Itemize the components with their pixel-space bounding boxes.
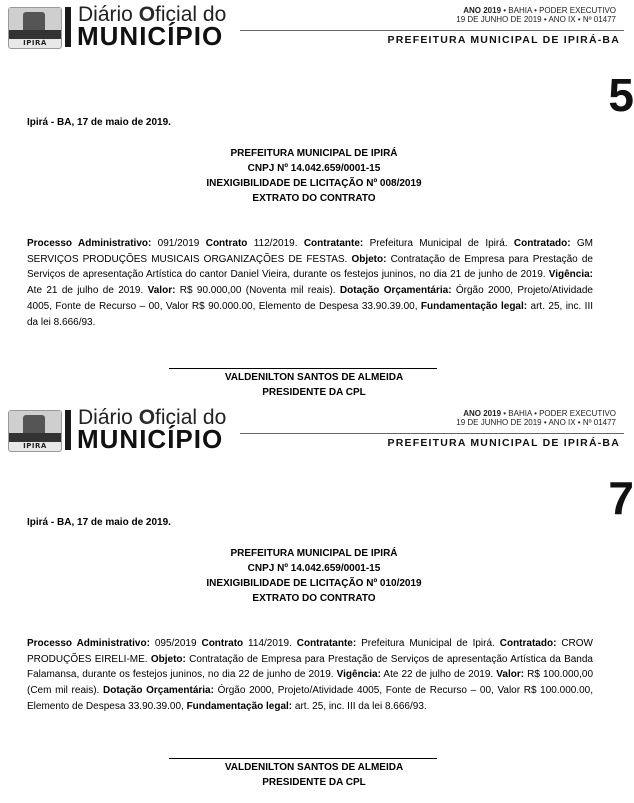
municipality-name: PREFEITURA MUNICIPAL DE IPIRÁ-BA <box>387 34 620 46</box>
ipira-emblem-icon <box>8 7 62 49</box>
brand-title: Diário Oficial do <box>78 3 227 26</box>
brand-title: Diário Oficial do <box>78 406 227 429</box>
header-rule <box>240 30 624 31</box>
edition-meta-line2: 19 DE JUNHO DE 2019 • ANO IX • Nº 01477 <box>456 15 616 24</box>
brand-subtitle: MUNICÍPIO <box>77 21 224 51</box>
signer-role: PRESIDENTE DA CPL <box>262 387 366 398</box>
date-line: Ipirá - BA, 17 de maio de 2019. <box>27 517 171 528</box>
extract-section-2 <box>0 403 634 803</box>
signer-name: VALDENILTON SANTOS DE ALMEIDA <box>224 372 404 383</box>
signer-name: VALDENILTON SANTOS DE ALMEIDA <box>224 762 404 773</box>
extract-section-1 <box>0 0 634 400</box>
emblem-label: IPIRÁ <box>23 39 47 47</box>
doc-type: EXTRATO DO CONTRATO <box>252 593 376 604</box>
page-number: 7 <box>608 472 634 524</box>
emblem-label: IPIRÁ <box>23 442 47 450</box>
signature-line <box>169 758 437 759</box>
edition-meta-line1: ANO 2019 • BAHIA • PODER EXECUTIVO <box>463 6 616 15</box>
brand-subtitle: MUNICÍPIO <box>77 424 224 454</box>
doc-type: EXTRATO DO CONTRATO <box>252 193 376 204</box>
signature-block <box>0 370 628 400</box>
title-block <box>0 546 628 606</box>
org-name: PREFEITURA MUNICIPAL DE IPIRÁ <box>230 148 398 159</box>
header-rule <box>240 433 624 434</box>
ipira-emblem-icon <box>8 410 62 452</box>
page-number: 5 <box>608 69 634 121</box>
process-title: INEXIGIBILIDADE DE LICITAÇÃO Nº 008/2019 <box>206 178 422 189</box>
process-title: INEXIGIBILIDADE DE LICITAÇÃO Nº 010/2019 <box>206 578 422 589</box>
title-block <box>0 146 628 206</box>
signer-role: PRESIDENTE DA CPL <box>262 777 366 788</box>
contract-body: Processo Administrativo: 095/2019 Contrato 114/2019. Contratante: Prefeitura Municipal de Ipirá. Contratado: CROW PRODUÇÕES EIRELI-ME. Objeto: Contratação de Empresa para Prestação de Serviços de apresentação Artística da Banda Falamansa, durante os festejos juninos, no dia 22 de junho de 2019. Vigência: Ate 22 de julho de 2019. Valor: R$ 100.000,00 (Cem mil reais). Dotação Orçamentária: Órgão 2000, Projeto/Atividade 4005, Fonte de Recurso – 00, Valor R$ 100.000.00, Elemento de Despesa 33.90.39.00, Fundamentação legal: art. 25, inc. III da lei 8.666/93. <box>27 638 594 712</box>
signature-block <box>0 760 628 790</box>
newspaper-header <box>0 0 628 50</box>
newspaper-header <box>0 403 628 453</box>
brand-bar <box>65 7 71 47</box>
edition-meta-line2: 19 DE JUNHO DE 2019 • ANO IX • Nº 01477 <box>456 418 616 427</box>
brand-bar <box>65 410 71 450</box>
contract-body: Processo Administrativo: 091/2019 Contrato 112/2019. Contratante: Prefeitura Municipal de Ipirá. Contratado: GM SERVIÇOS PRODUÇÕES MUSICAIS ORGANIZAÇÕES DE FESTAS. Objeto: Contratação de Empresa para Prestação de Serviços de apresentação Artística do cantor Daniel Vieira, durante os festejos juninos, no dia 21 de junho de 2019. Vigência: Ate 21 de julho de 2019. Valor: R$ 90.000,00 (Noventa mil reais). Dotação Orçamentária: Órgão 2000, Projeto/Atividade 4005, Fonte de Recurso – 00, Valor R$ 90.000.00, Elemento de Despesa 33.90.39.00, Fundamentação legal: art. 25, inc. III da lei 8.666/93. <box>27 238 594 328</box>
edition-meta-line1: ANO 2019 • BAHIA • PODER EXECUTIVO <box>463 409 616 418</box>
org-name: PREFEITURA MUNICIPAL DE IPIRÁ <box>230 548 398 559</box>
municipality-name: PREFEITURA MUNICIPAL DE IPIRÁ-BA <box>387 437 620 449</box>
date-line: Ipirá - BA, 17 de maio de 2019. <box>27 117 171 128</box>
cnpj: CNPJ Nº 14.042.659/0001-15 <box>247 563 381 574</box>
cnpj: CNPJ Nº 14.042.659/0001-15 <box>247 163 381 174</box>
signature-line <box>169 368 437 369</box>
